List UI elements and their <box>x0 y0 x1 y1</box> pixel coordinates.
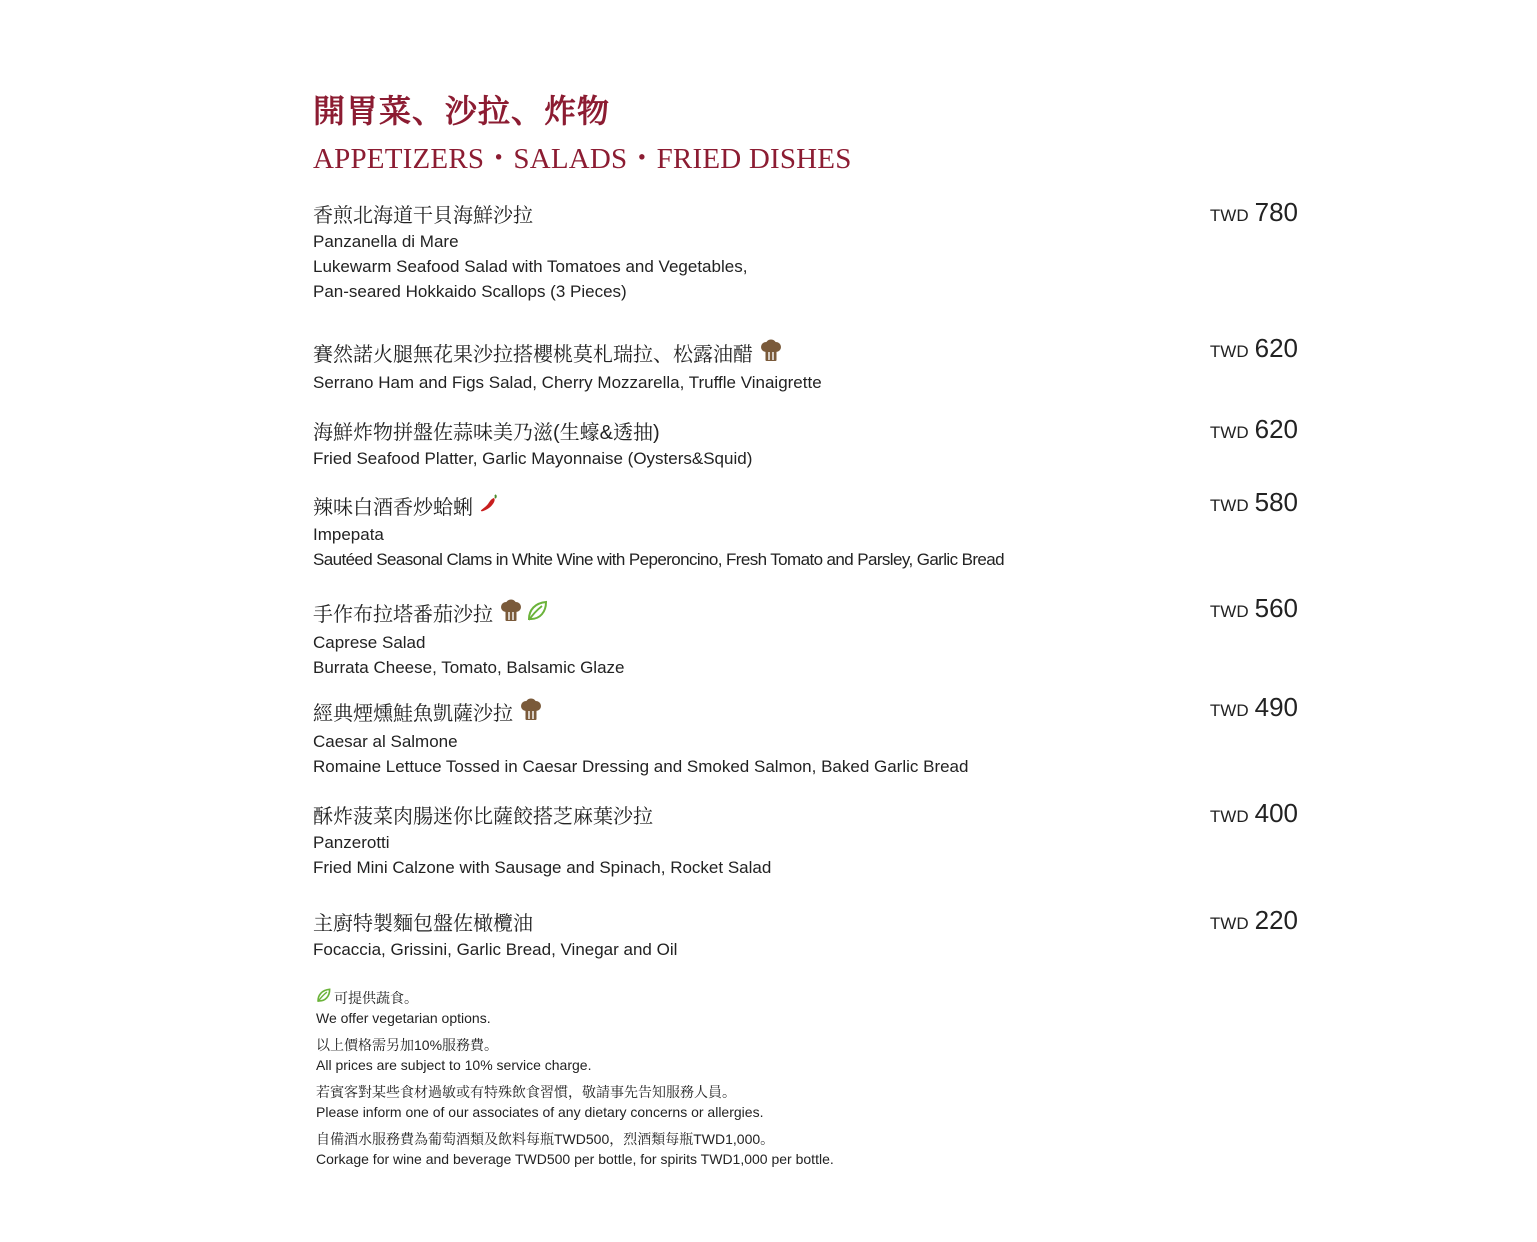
note-corkage <box>316 1129 834 1169</box>
item-name-row <box>313 493 1298 522</box>
item-price <box>1210 692 1298 723</box>
chili-icon <box>479 493 499 522</box>
item-description: Fried Seafood Platter, Garlic Mayonnaise (Oysters&Squid) <box>313 449 753 468</box>
menu-item <box>313 798 1298 880</box>
menu-item <box>313 905 1298 962</box>
item-name-zh: 賽然諾火腿無花果沙拉搭櫻桃莫札瑞拉、松露油醋 <box>313 343 753 366</box>
chef-hat-icon <box>499 599 523 630</box>
item-name-zh: 手作布拉塔番茄沙拉 <box>313 603 493 626</box>
item-description: Romaine Lettuce Tossed in Caesar Dressing and Smoked Salmon, Baked Garlic Bread <box>313 757 969 776</box>
price-amount: 780 <box>1254 197 1298 227</box>
item-price <box>1210 905 1298 936</box>
menu-item <box>313 197 1298 304</box>
note-zh: 自備酒水服務費為葡萄酒類及飲料每瓶TWD500，烈酒類每瓶TWD1,000。 <box>316 1131 775 1147</box>
item-name-zh: 經典煙燻鮭魚凱薩沙拉 <box>313 702 513 725</box>
item-price <box>1210 593 1298 624</box>
leaf-icon <box>526 600 548 629</box>
item-name-zh: 酥炸菠菜肉腸迷你比薩餃搭芝麻葉沙拉 <box>313 806 653 828</box>
price-currency: TWD <box>1209 423 1249 442</box>
item-description: Fried Mini Calzone with Sausage and Spinach, Rocket Salad <box>313 858 772 877</box>
price-currency: TWD <box>1209 342 1249 361</box>
item-description: Sautéed Seasonal Clams in White Wine with Peperoncino, Fresh Tomato and Parsley, Garlic Bread <box>313 550 1004 569</box>
price-amount: 580 <box>1254 487 1298 517</box>
item-name-zh: 香煎北海道干貝海鮮沙拉 <box>313 205 533 227</box>
item-description: Burrata Cheese, Tomato, Balsamic Glaze <box>313 658 625 677</box>
note-en: We offer vegetarian options. <box>316 1010 491 1026</box>
item-name-zh: 主廚特製麵包盤佐橄欖油 <box>313 913 533 935</box>
item-price <box>1210 197 1298 228</box>
item-description: Serrano Ham and Figs Salad, Cherry Mozzarella, Truffle Vinaigrette <box>313 373 822 392</box>
item-description: Lukewarm Seafood Salad with Tomatoes and Vegetables, <box>313 257 748 276</box>
price-amount: 400 <box>1254 798 1298 828</box>
item-name-zh: 海鮮炸物拼盤佐蒜味美乃滋(生蠔&透抽) <box>313 422 660 444</box>
price-currency: TWD <box>1209 807 1249 826</box>
note-en: All prices are subject to 10% service charge. <box>316 1057 592 1073</box>
item-name-row <box>313 599 1298 630</box>
leaf-icon <box>316 988 331 1008</box>
item-name-it: Impepata <box>313 525 384 544</box>
note-service-charge <box>316 1035 834 1075</box>
price-amount: 620 <box>1254 333 1298 363</box>
chef-hat-icon <box>759 339 783 370</box>
item-price <box>1210 487 1298 518</box>
item-price <box>1210 333 1298 364</box>
item-name-it: Panzanella di Mare <box>313 232 459 251</box>
note-zh: 若賓客對某些食材過敏或有特殊飲食習慣，敬請事先告知服務人員。 <box>316 1084 736 1100</box>
menu-item <box>313 487 1298 572</box>
menu-page <box>313 0 1303 1242</box>
note-zh: 以上價格需另加10%服務費。 <box>316 1037 499 1053</box>
price-currency: TWD <box>1209 496 1249 515</box>
item-name-it: Caesar al Salmone <box>313 732 458 751</box>
note-en: Please inform one of our associates of any dietary concerns or allergies. <box>316 1104 764 1120</box>
price-amount: 220 <box>1254 905 1298 935</box>
note-zh: 可提供蔬食。 <box>334 990 418 1006</box>
item-description: Focaccia, Grissini, Garlic Bread, Vinegar and Oil <box>313 940 678 959</box>
menu-notes <box>316 988 834 1176</box>
item-price <box>1210 414 1298 445</box>
price-currency: TWD <box>1209 914 1249 933</box>
chef-hat-icon <box>519 698 543 729</box>
note-vegetarian <box>316 988 834 1028</box>
price-currency: TWD <box>1209 602 1249 621</box>
menu-item <box>313 593 1298 680</box>
item-description: Pan-seared Hokkaido Scallops (3 Pieces) <box>313 282 627 301</box>
note-en: Corkage for wine and beverage TWD500 per bottle, for spirits TWD1,000 per bottle. <box>316 1151 834 1167</box>
menu-item <box>313 692 1298 779</box>
item-name-row <box>313 698 1298 729</box>
price-currency: TWD <box>1209 206 1249 225</box>
price-currency: TWD <box>1209 701 1249 720</box>
item-price <box>1210 798 1298 829</box>
price-amount: 560 <box>1254 593 1298 623</box>
item-name-row <box>313 339 1298 370</box>
menu-item <box>313 414 1298 471</box>
item-name-it: Caprese Salad <box>313 633 426 652</box>
price-amount: 490 <box>1254 692 1298 722</box>
note-allergies <box>316 1082 834 1122</box>
section-title-zh: 開胃菜、沙拉、炸物 <box>313 92 611 130</box>
item-name-it: Panzerotti <box>313 833 390 852</box>
note-zh-row <box>316 988 834 1008</box>
price-amount: 620 <box>1254 414 1298 444</box>
item-name-zh: 辣味白酒香炒蛤蜊 <box>313 496 473 519</box>
section-title-en: APPETIZERS・SALADS・FRIED DISHES <box>313 143 852 175</box>
menu-item <box>313 333 1298 395</box>
